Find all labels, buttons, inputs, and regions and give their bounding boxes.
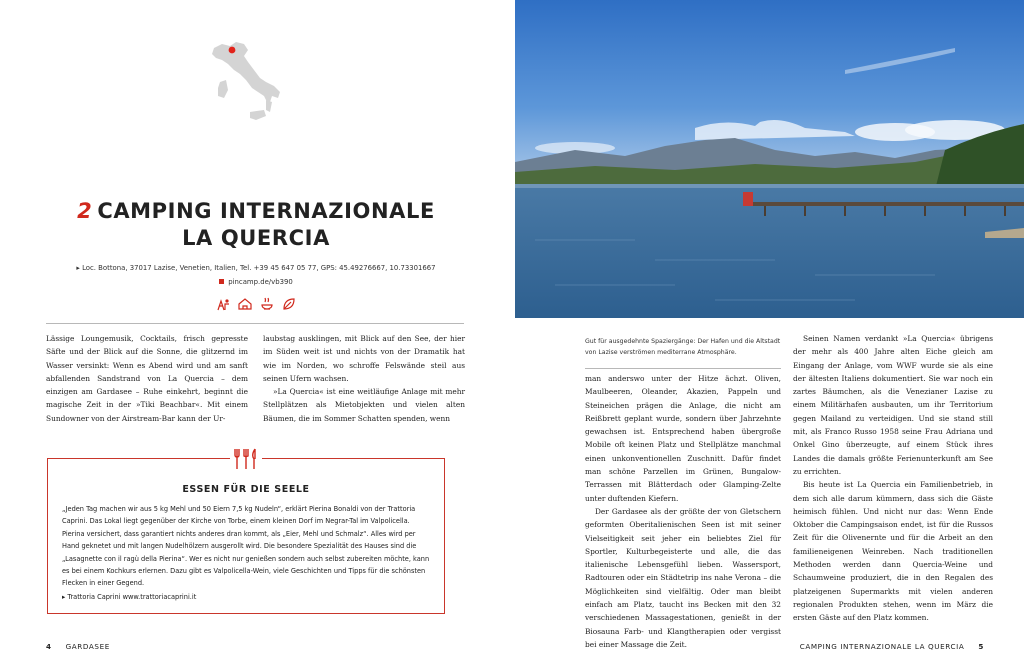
right-footer [800,642,984,651]
website-link[interactable]: pincamp.de/vb390 [228,278,293,286]
right-column-2 [793,332,993,625]
left-column-1 [46,332,248,425]
right-page [515,0,1024,666]
title-line-1: CAMPING INTERNAZIONALE [97,199,435,223]
left-footer [46,642,110,651]
caption-divider [585,368,781,369]
mobile-home-icon [237,296,253,312]
paragraph: man anderswo unter der Hitze ächzt. Oliven, Maulbeeren, Oleander, Akazien, Pappeln und Steineichen prägen die Anlage, die nicht am Reißbrett geplant wurde, sondern über Jahrzehnte gewachsen ist. Entsprechend haben übergroße Mobile oft keinen Platz und Stellplätze manchmal einen unkonventionellen Zuschnitt. Dafür findet man schöne Parzellen im Grünen, Bungalow-Terrassen mit Blätterdach oder Glamping-Zelte unter duftenden Kiefern. [585,374,781,503]
paragraph: Lässige Loungemusik, Cocktails, frisch gepresste Säfte und der Blick auf die Sonne, die glitzernd im Wasser versinkt: Wenn es Abend wird und am sanft abfallenden Sandstrand von La Quercia – dem einzigen am Gardasee – Ruhe einkehrt, beginnt die magische Zeit in der »Tiki Beachbar«. Mit einem Sundowner von der Airstream-Bar kann der Ur- [46,334,248,423]
left-column-2 [263,332,465,425]
paragraph: Seinen Namen verdankt »La Quercia« übrigens der mehr als 400 Jahre alten Eiche gleich am Eingang der Anlage, vom WWF wurde sie als eine der ältesten Italiens dokumentiert. Sie war noch ein zartes Bäumchen, als die Venezianer Lazise zu einem Militärhafen ausbauten, um ihr Territorium gegen Mailand zu verteidigen. Und sie stand still mit, als Franco Russo 1958 seine Frau Adriana und Onkel Gino überzeugte, auf einem Stück ihres Landes die damals größte Ferienunterkunft am See zu errichten. [793,334,993,476]
title-line-2: LA QUERCIA [182,226,330,250]
amenity-icons [200,296,312,314]
page-number: 4 [46,642,52,651]
italy-map-icon [208,40,288,126]
page-number: 5 [978,642,984,651]
website-line[interactable] [40,278,472,286]
title-number: 2 [77,199,93,223]
right-column-1 [585,372,781,651]
paragraph: laubstag ausklingen, mit Blick auf den See, der hier im Süden weit ist und nichts von der Dramatik hat wie im Norden, wo schroffe Felswände steil aus seinen Ufern wachsen. [263,334,465,383]
website-bullet-icon [219,279,224,284]
lake-photo [515,0,1024,318]
address-line: ▸ Loc. Bottona, 37017 Lazise, Venetien, Italien, Tel. +39 45 647 05 77, GPS: 45.49276667, 10.73301667 [76,264,436,272]
box-text: „Jeden Tag machen wir aus 5 kg Mehl und 50 Eiern 7,5 kg Nudeln“, erklärt Pierina Bonaldi von der Trattoria Caprini. Das Lokal liegt gegenüber der Kirche von Torbe, einem kleinen Dorf im Negrar-Tal im Valpolicella. Pierina versichert, dass garantiert nichts anderes dran kommt, als „Eier, Mehl und Schmalz“. Alles wird per Hand geknetet und mit langen Nudelhölzern ausgerollt wird. Die besondere Spezialität des Hauses sind die „Lasagnette con il ragù della Pierina“. Wer es nicht nur genießen sondern auch selbst zubereiten möchte, kann es bei einem Kochkurs erlernen. Dazu gibt es Valpolicella-Wein, viele Geschichten und Tipps für die schönsten Flecken in einer Gegend. [62,505,430,588]
food-icon [259,296,275,312]
leaf-icon [281,296,297,312]
running-head: GARDASEE [65,642,110,651]
box-title: ESSEN FÜR DIE SEELE [182,484,310,495]
cutlery-icon [230,445,262,473]
section-divider [46,323,464,324]
running-head: CAMPING INTERNAZIONALE LA QUERCIA [799,642,965,651]
playground-icon [215,296,231,312]
box-link[interactable]: ▸ Trattoria Caprini www.trattoriacaprini.it [62,593,197,601]
photo-caption: Gut für ausgedehnte Spaziergänge: Der Hafen und die Altstadt von Lazise verströmen mediterrane Atmosphäre. [585,338,781,356]
paragraph: »La Quercia« ist eine weitläufige Anlage mit mehr Stellplätzen als Mietobjekten und vielen alten Bäumen, die im Sommer Schatten spenden, wenn [263,387,465,423]
page-title [40,198,472,252]
paragraph: Der Gardasee als der größte der von Gletschern geformten Oberitalienischen Seen ist mit seiner Vielseitigkeit seit jeher ein beliebtes Ziel für Sportler, Kulturbegeisterte und alle, die das italienische Lebensgefühl lieben. Wassersport, Radtouren oder ein Städtetrip ins nahe Verona – die Möglichkeiten sind vielfältig. Oder man bleibt einfach am Platz, taucht ins Becken mit den 32 verschiedenen Massagestationen, genießt in der Biosauna Farb- und Klangtherapien oder vergisst bei einer Massage die Zeit. [585,506,781,649]
paragraph: Bis heute ist La Quercia ein Familienbetrieb, in dem sich alle darum kümmern, dass sich die Gäste heimisch fühlen. Und nicht nur das: Wenn Ende Oktober die Campingsaison endet, ist für die Russos Zeit für die Olivenernte und für die Arbeit an den familieneigenen Weinreben. Nach traditionellen Methoden werden dann Quercia-Weine und Schaumweine produziert, die in den Regalen des platzeigenen Supermarkts mit vielen anderen regionalen Produkten stehen, wenn im März die ersten Gäste auf den Platz kommen. [793,480,993,623]
